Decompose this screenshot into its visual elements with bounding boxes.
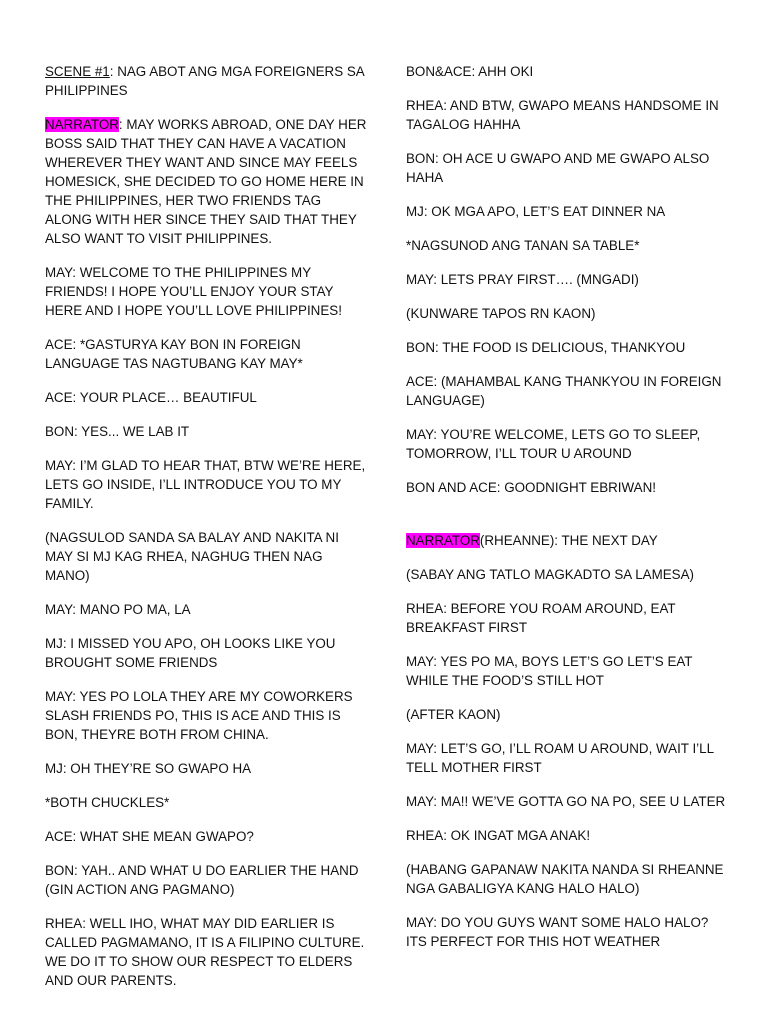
dialogue-line: *BOTH CHUCKLES* [45, 795, 170, 810]
dialogue-line: BON: OH ACE U GWAPO AND ME GWAPO ALSO HAHA [406, 151, 710, 185]
dialogue-line: MAY: DO YOU GUYS WANT SOME HALO HALO? ITS PERFECT FOR THIS HOT WEATHER [406, 915, 709, 949]
scene-heading [45, 62, 367, 100]
dialogue-line: MJ: OK MGA APO, LET’S EAT DINNER NA [406, 204, 666, 219]
dialogue-list-left [45, 263, 367, 990]
dialogue-line: ACE: *GASTURYA KAY BON IN FOREIGN LANGUAGE TAS NAGTUBANG KAY MAY* [45, 337, 303, 371]
dialogue-line: MAY: LETS PRAY FIRST…. (MNGADI) [406, 272, 639, 287]
dialogue-line: RHEA: WELL IHO, WHAT MAY DID EARLIER IS CALLED PAGMAMANO, IT IS A FILIPINO CULTURE. WE DO IT TO SHOW OUR RESPECT TO ELDERS AND OUR PARENTS. [45, 916, 365, 988]
dialogue-line: MAY: LET’S GO, I’LL ROAM U AROUND, WAIT I’LL TELL MOTHER FIRST [406, 741, 714, 775]
dialogue-line: ACE: (MAHAMBAL KANG THANKYOU IN FOREIGN LANGUAGE) [406, 374, 722, 408]
dialogue-line: *NAGSUNOD ANG TANAN SA TABLE* [406, 238, 640, 253]
dialogue-line: (AFTER KAON) [406, 707, 501, 722]
dialogue-line: RHEA: BEFORE YOU ROAM AROUND, EAT BREAKFAST FIRST [406, 601, 676, 635]
dialogue-line: MAY: YES PO LOLA THEY ARE MY COWORKERS SLASH FRIENDS PO, THIS IS ACE AND THIS IS BON, THEYRE BOTH FROM CHINA. [45, 689, 353, 742]
dialogue-line: MAY: I’M GLAD TO HEAR THAT, BTW WE’RE HERE, LETS GO INSIDE, I’LL INTRODUCE YOU TO MY FAMILY. [45, 458, 366, 511]
script-column-right [406, 62, 728, 966]
dialogue-line: ACE: YOUR PLACE… BEAUTIFUL [45, 390, 257, 405]
narrator-paragraph [45, 115, 367, 248]
dialogue-line: RHEA: AND BTW, GWAPO MEANS HANDSOME IN TAGALOG HAHHA [406, 98, 719, 132]
dialogue-line: BON AND ACE: GOODNIGHT EBRIWAN! [406, 480, 656, 495]
dialogue-line: BON&ACE: AHH OKI [406, 64, 534, 79]
narrator-text: : MAY WORKS ABROAD, ONE DAY HER BOSS SAID THAT THEY CAN HAVE A VACATION WHEREVER THEY WANT AND SINCE MAY FEELS HOMESICK, SHE DECIDED TO GO HOME HERE IN THE PHILIPPINES, HER TWO FRIENDS TAG ALONG WITH HER SINCE THEY SAID THAT THEY ALSO WANT TO VISIT PHILIPPINES. [45, 117, 367, 246]
dialogue-line: (NAGSULOD SANDA SA BALAY AND NAKITA NI MAY SI MJ KAG RHEA, NAGHUG THEN NAG MANO) [45, 530, 339, 583]
dialogue-line: BON: THE FOOD IS DELICIOUS, THANKYOU [406, 340, 686, 355]
script-column-left [45, 62, 367, 1005]
scene-label: SCENE #1 [45, 64, 110, 79]
dialogue-line: (SABAY ANG TATLO MAGKADTO SA LAMESA) [406, 567, 694, 582]
narrator-text: (RHEANNE): THE NEXT DAY [479, 533, 658, 548]
dialogue-line: MJ: OH THEY’RE SO GWAPO HA [45, 761, 252, 776]
dialogue-line: MJ: I MISSED YOU APO, OH LOOKS LIKE YOU BROUGHT SOME FRIENDS [45, 636, 336, 670]
scene-title: : NAG ABOT ANG MGA FOREIGNERS SA PHILIPPINES [45, 64, 364, 98]
dialogue-line: (KUNWARE TAPOS RN KAON) [406, 306, 596, 321]
dialogue-line: BON: YAH.. AND WHAT U DO EARLIER THE HAND (GIN ACTION ANG PAGMANO) [45, 863, 359, 897]
dialogue-line: MAY: YOU’RE WELCOME, LETS GO TO SLEEP, TOMORROW, I’LL TOUR U AROUND [406, 427, 701, 461]
dialogue-line: BON: YES... WE LAB IT [45, 424, 190, 439]
dialogue-line: MAY: WELCOME TO THE PHILIPPINES MY FRIENDS! I HOPE YOU’LL ENJOY YOUR STAY HERE AND I HOPE YOU’LL LOVE PHILIPPINES! [45, 265, 342, 318]
dialogue-list-right-bottom [406, 565, 728, 951]
dialogue-line: MAY: YES PO MA, BOYS LET’S GO LET’S EAT WHILE THE FOOD’S STILL HOT [406, 654, 693, 688]
narrator-highlight: NARRATOR [406, 533, 480, 548]
dialogue-line: RHEA: OK INGAT MGA ANAK! [406, 828, 591, 843]
dialogue-line: MAY: MANO PO MA, LA [45, 602, 191, 617]
narrator-highlight: NARRATOR [45, 117, 119, 132]
dialogue-line: ACE: WHAT SHE MEAN GWAPO? [45, 829, 254, 844]
dialogue-line: MAY: MA!! WE’VE GOTTA GO NA PO, SEE U LATER [406, 794, 726, 809]
dialogue-list-right-top [406, 62, 728, 497]
dialogue-line: (HABANG GAPANAW NAKITA NANDA SI RHEANNE NGA GABALIGYA KANG HALO HALO) [406, 862, 724, 896]
narrator-paragraph [406, 531, 728, 550]
section-gap [406, 512, 728, 531]
